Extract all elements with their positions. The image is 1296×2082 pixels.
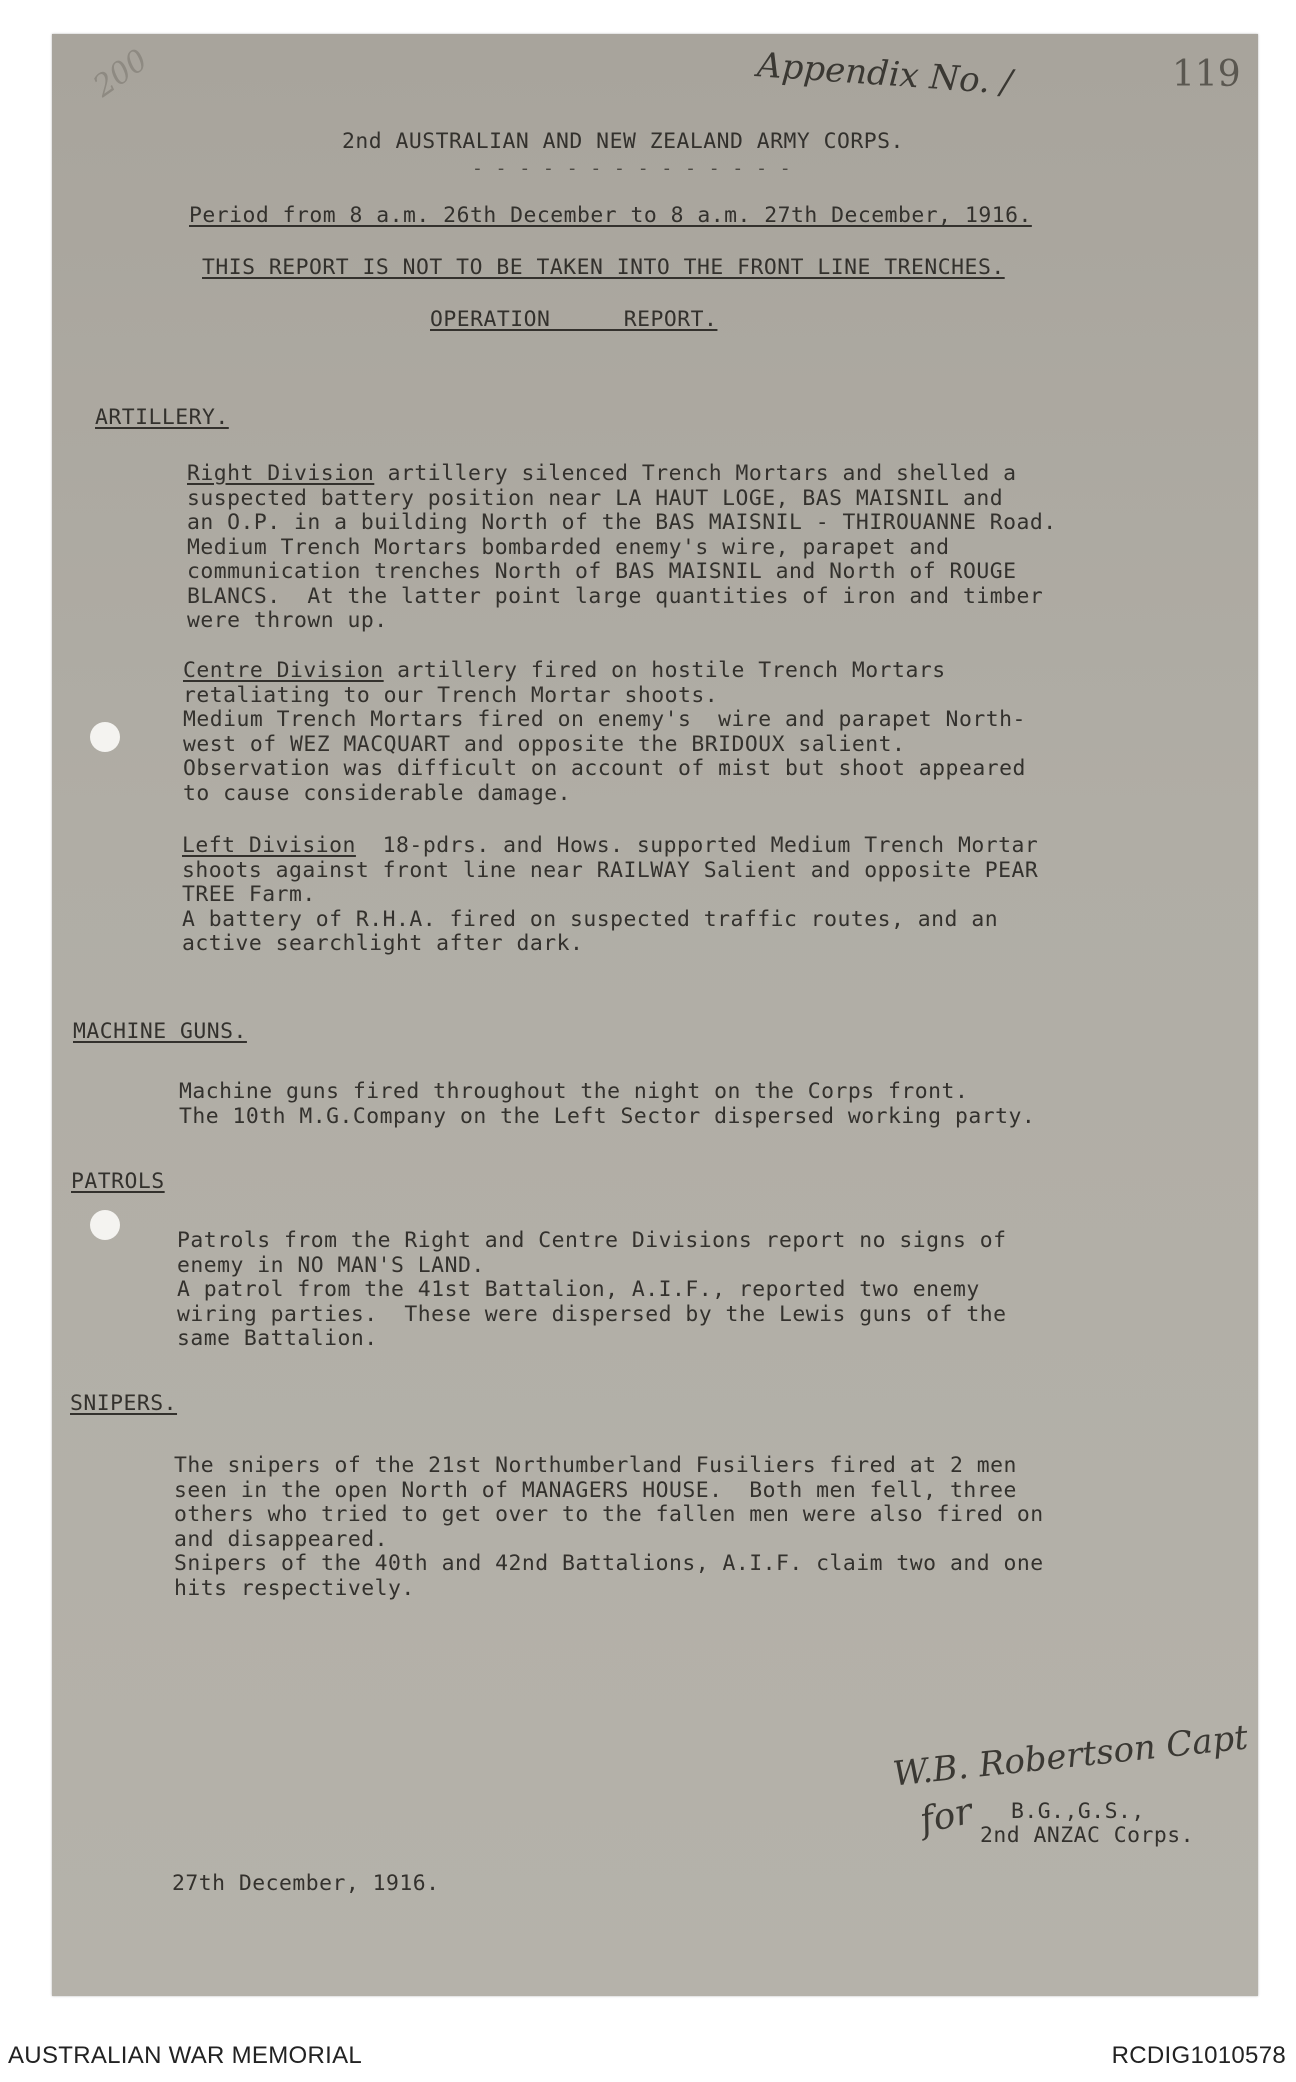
appendix-note: Appendix No. / (755, 45, 1014, 103)
for-note: for (916, 1791, 976, 1842)
snipers-heading: SNIPERS. (70, 1391, 178, 1416)
artillery-heading: ARTILLERY. (95, 405, 229, 430)
punch-hole-bottom (90, 1210, 120, 1240)
machine-guns-heading: MACHINE GUNS. (73, 1019, 247, 1044)
report-date: 27th December, 1916. (172, 1871, 440, 1896)
machine-guns-paragraph: Machine guns fired throughout the night on the Corps front. The 10th M.G.Company on the Left Sector dispersed working party. (179, 1079, 1036, 1129)
signoff-line-1: B.G.,G.S., (1011, 1799, 1145, 1824)
period-line: Period from 8 a.m. 26th December to 8 a.m. 27th December, 1916. (189, 203, 1032, 228)
signature: W.B. Robertson Capt (890, 1717, 1250, 1795)
punch-hole-top (90, 722, 120, 752)
patrols-heading: PATROLS (71, 1169, 165, 1194)
report-title: OPERATION REPORT. (430, 307, 718, 332)
signoff-line-2: 2nd ANZAC Corps. (980, 1823, 1195, 1848)
right-division-label: Right Division (187, 461, 375, 486)
folio-number: 119 (1172, 54, 1241, 95)
warning-line: THIS REPORT IS NOT TO BE TAKEN INTO THE FRONT LINE TRENCHES. (202, 255, 1005, 280)
faint-page-number: 200 (87, 42, 155, 105)
footer-institution: AUSTRALIAN WAR MEMORIAL (8, 2042, 363, 2069)
heading-rule: - - - - - - - - - - - - - - (472, 158, 792, 179)
corps-heading: 2nd AUSTRALIAN AND NEW ZEALAND ARMY CORPS. (342, 129, 904, 154)
footer-identifier: RCDIG1010578 (1111, 2042, 1286, 2069)
left-division-label: Left Division (182, 833, 356, 858)
right-division-paragraph: Right Division artillery silenced Trench Mortars and shelled a suspected battery position near LA HAUT LOGE, BAS MAISNIL and an O.P. in a building North of the BAS MAISNIL - THIROUANNE Road. Medium Trench Mortars bombarded enemy's wire, parapet and communication trenches North of BAS MAISNIL and North of ROUGE BLANCS. At the latter point large quantities of iron and timber were thrown up. (187, 461, 1057, 633)
left-division-paragraph: Left Division 18-pdrs. and Hows. supported Medium Trench Mortar shoots against front line near RAILWAY Salient and opposite PEAR TREE Farm. A battery of R.H.A. fired on suspected traffic routes, and an active searchlight after dark. (182, 833, 1039, 956)
document-sheet (52, 34, 1258, 1996)
snipers-paragraph: The snipers of the 21st Northumberland Fusiliers fired at 2 men seen in the open North of MANAGERS HOUSE. Both men fell, three others who tried to get over to the fallen men were also fired on and disappeared. Snipers of the 40th and 42nd Battalions, A.I.F. claim two and one hits respectively. (174, 1453, 1044, 1601)
patrols-paragraph: Patrols from the Right and Centre Divisions report no signs of enemy in NO MAN'S LAND. A patrol from the 41st Battalion, A.I.F., reported two enemy wiring parties. These were dispersed by the Lewis guns of the same Battalion. (177, 1228, 1007, 1351)
centre-division-paragraph: Centre Division artillery fired on hostile Trench Mortars retaliating to our Trench Mortar shoots. Medium Trench Mortars fired on enemy's wire and parapet North- west of WEZ MACQUART and opposite the BRIDOUX salient. Observation was difficult on account of mist but shoot appeared to cause considerable damage. (183, 658, 1026, 806)
centre-division-label: Centre Division (183, 658, 384, 683)
